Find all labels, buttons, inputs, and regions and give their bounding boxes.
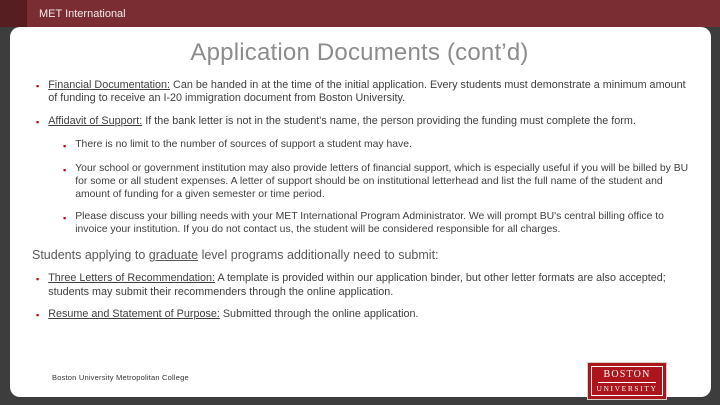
bullet-lead: Financial Documentation: [48,79,171,91]
bullet-text [48,115,636,128]
boston-university-logo-inner [591,366,663,396]
sub-bullet-text: There is no limit to the number of sources of support a student may have. [75,138,412,150]
graduate-intro-before: Students applying to [32,248,149,263]
bullet-icon: ▪ [36,274,40,285]
bullet-icon: ▪ [36,116,40,127]
bullet-icon: ▪ [63,140,67,151]
logo-divider [598,382,656,383]
top-bar-title: MET International [39,7,126,20]
bullet-text [48,79,689,106]
slide-title: Application Documents (cont’d) [190,39,529,66]
logo-text-boston: BOSTON [603,368,651,380]
graduate-intro-underlined: graduate [148,248,199,263]
bullet-text [48,272,689,299]
sub-bullet-item [57,163,689,202]
bullet-rest: A template is provided within our application binder, but other letter formats are also accepted; students may submit their recommenders through the online application. [48,272,666,298]
sub-bullet-text: Your school or government institution may also provide letters of financial support, which is especially useful if you will be billed by BU for some or all student expenses. A letter of support should be on institutional letterhead and list the full name of the student and amount of funding for a given semester or time period. [75,162,689,200]
bullet-item-resume-statement [30,308,689,322]
logo-text-university: UNIVERSITY [596,383,658,393]
bullet-rest: Can be handed in at the time of the initial application. Every students must demonstrate a minimum amount of funding to receive an I-20 immigration document from Boston University. [48,79,686,105]
bullet-icon: ▪ [63,213,67,224]
bullet-icon: ▪ [63,164,67,175]
bullet-rest: If the bank letter is not in the student's name, the person providing the funding must complete the form. [142,114,636,127]
bullet-rest: Submitted through the online application. [219,307,419,320]
boston-university-logo [587,362,667,400]
sub-bullet-list [57,139,689,237]
graduate-intro-line [32,248,689,262]
sub-bullet-item [57,211,689,237]
bullet-lead: Affidavit of Support: [48,114,143,127]
bullet-icon: ▪ [36,309,40,320]
bullet-item-financial-documentation [30,79,689,106]
graduate-intro-after: level programs additionally need to submit: [198,248,439,263]
slide [10,27,711,397]
corner-accent [0,0,27,27]
bullet-item-three-letters [30,272,689,299]
bullet-lead: Three Letters of Recommendation: [48,272,216,285]
bullet-text [48,308,418,321]
bullet-item-affidavit-of-support [30,115,689,129]
top-bar [0,0,720,27]
bullet-lead: Resume and Statement of Purpose: [48,307,220,320]
bullet-icon: ▪ [36,81,40,91]
slide-footer: Boston University Metropolitan College [52,373,189,382]
sub-bullet-text: Please discuss your billing needs with your MET International Program Administrator. We will prompt BU's central billing office to invoice your institution. If you do not contact us, the student will be considered responsible for all charges. [75,211,664,236]
sub-bullet-item [57,139,689,153]
